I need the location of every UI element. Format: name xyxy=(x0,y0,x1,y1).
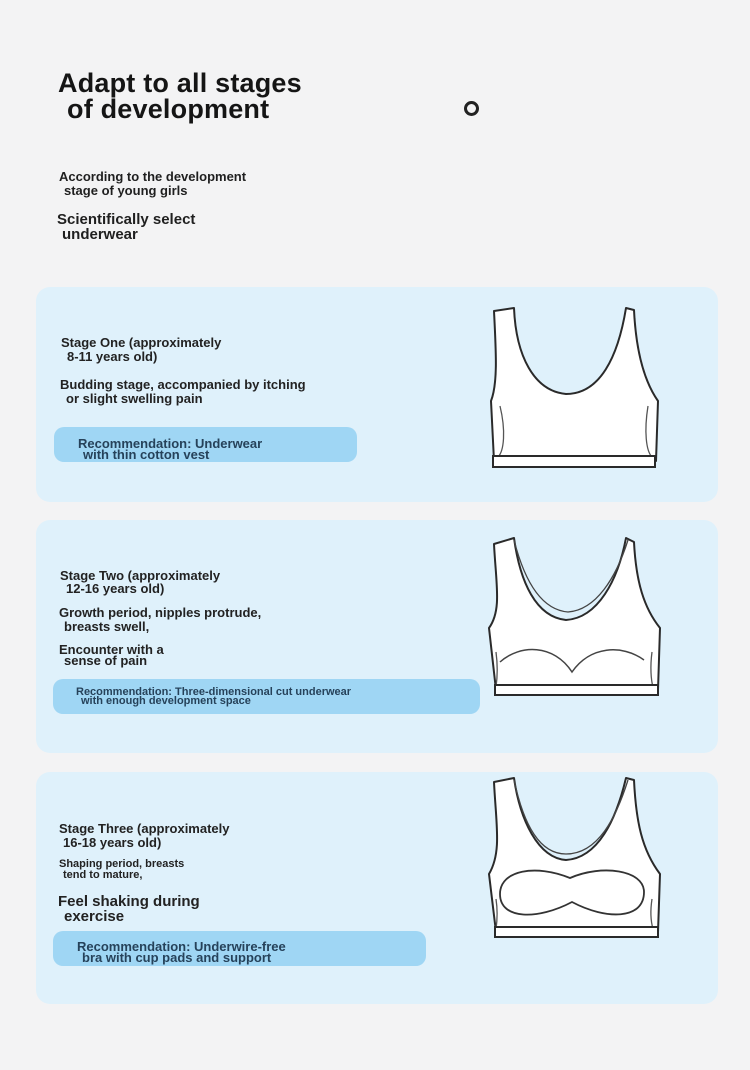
stage-three-rec-line-2: bra with cup pads and support xyxy=(82,950,272,965)
stage-one-title-line-2: 8-11 years old) xyxy=(67,349,158,364)
stage-three-description xyxy=(59,859,184,881)
intro-2-line-2: underwear xyxy=(62,226,138,243)
stage-one-title xyxy=(61,336,221,364)
intro-1-line-1: According to the development xyxy=(59,169,247,184)
stage-three-recommendation xyxy=(53,931,426,966)
stage-two-rec-line-1: Recommendation: Three-dimensional cut underwear xyxy=(76,686,352,698)
stage-three-desc2-line-2: exercise xyxy=(64,908,125,925)
stage-two-desc2-line-1: Encounter with a xyxy=(59,642,164,657)
stage-two-card xyxy=(36,520,718,753)
intro-text-2 xyxy=(57,212,195,242)
stage-one-rec-line-1: Recommendation: Underwear xyxy=(78,436,263,451)
stage-one-description xyxy=(60,378,306,406)
stage-three-desc2-line-1: Feel shaking during xyxy=(58,893,200,910)
stage-two-desc-line-1: Growth period, nipples protrude, xyxy=(59,605,262,620)
stage-one-rec-line-2: with thin cotton vest xyxy=(83,447,210,462)
stage-three-card xyxy=(36,772,718,1004)
stage-two-desc-line-2: breasts swell, xyxy=(64,619,150,634)
title-line-1: Adapt to all stages xyxy=(58,68,302,98)
cup-pad-bra-icon xyxy=(476,774,666,949)
stage-one-desc-line-1: Budding stage, accompanied by itching xyxy=(60,377,306,392)
stage-three-description-2 xyxy=(58,894,200,924)
intro-2-line-1: Scientifically select xyxy=(57,211,196,228)
intro-1-line-2: stage of young girls xyxy=(64,183,188,198)
stage-three-rec-line-1: Recommendation: Underwire-free xyxy=(77,939,286,954)
stage-two-recommendation xyxy=(53,679,480,714)
stage-two-rec-line-2: with enough development space xyxy=(81,695,251,707)
stage-two-title-line-1: Stage Two (approximately xyxy=(60,568,221,583)
ring-icon xyxy=(464,101,479,116)
stage-three-title-line-1: Stage Three (approximately xyxy=(59,821,230,836)
stage-three-title xyxy=(59,822,230,850)
stage-one-card xyxy=(36,287,718,502)
stage-three-title-line-2: 16-18 years old) xyxy=(63,835,162,850)
intro-text-1 xyxy=(59,170,246,198)
page-title xyxy=(58,70,478,122)
cotton-vest-icon xyxy=(476,301,666,476)
stage-three-desc-line-1: Shaping period, breasts xyxy=(59,858,185,870)
stage-two-desc2-line-2: sense of pain xyxy=(64,653,148,668)
stage-three-desc-line-2: tend to mature, xyxy=(63,869,143,881)
stage-one-desc-line-2: or slight swelling pain xyxy=(66,391,203,406)
stage-one-recommendation xyxy=(54,427,357,462)
stage-two-title xyxy=(60,569,220,595)
title-line-2: of development xyxy=(67,94,270,124)
stage-one-title-line-1: Stage One (approximately xyxy=(61,335,222,350)
three-dimensional-bra-icon xyxy=(476,532,666,707)
stage-two-title-line-2: 12-16 years old) xyxy=(66,581,165,596)
stage-two-description-2 xyxy=(59,644,164,666)
stage-two-description xyxy=(59,606,261,634)
